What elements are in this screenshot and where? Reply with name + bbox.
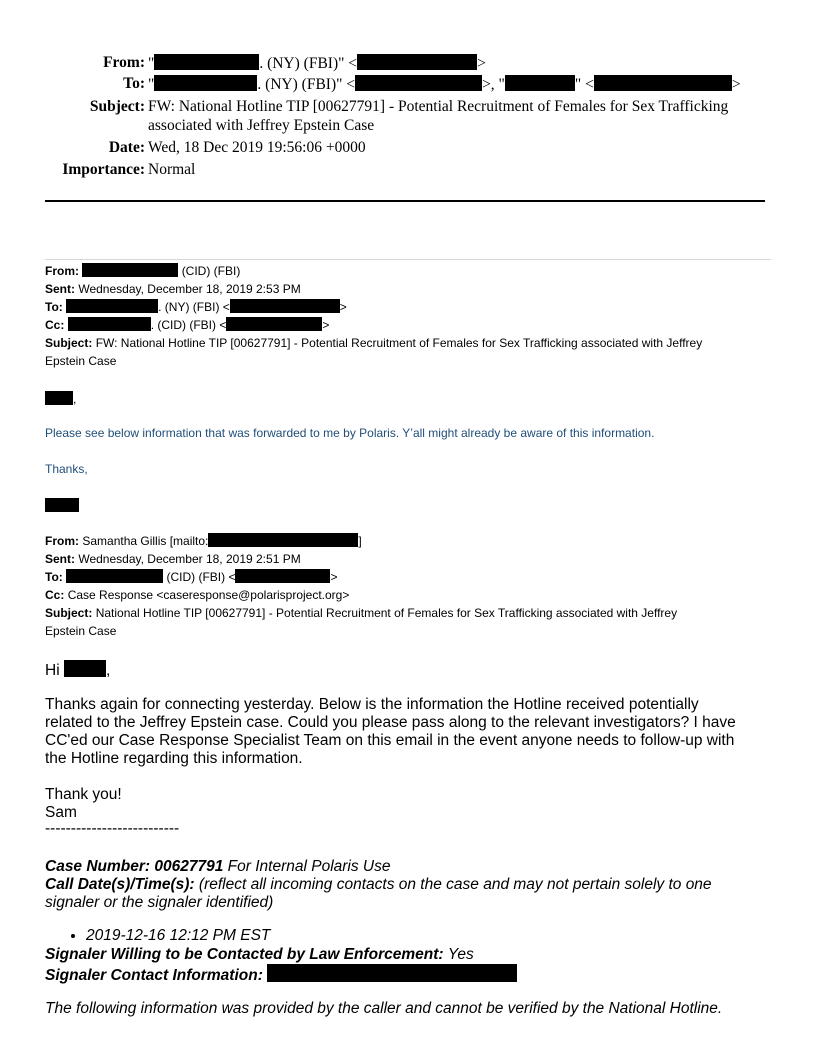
call-entries-list	[70, 927, 270, 945]
redaction	[267, 964, 517, 982]
header-date-value: Wed, 18 Dec 2019 19:56:06 +0000	[148, 139, 366, 156]
header-date-row	[0, 139, 816, 159]
fwd1-subject-line2: Epstein Case	[45, 354, 117, 368]
case-willing-value: Yes	[447, 946, 474, 963]
fwd1-subject-row	[45, 334, 702, 352]
redaction	[45, 391, 73, 405]
fwd1-from-row	[45, 262, 240, 280]
fwd2-sent-value: Wednesday, December 18, 2019 2:51 PM	[78, 552, 301, 566]
fwd1-subject-line1: FW: National Hotline TIP [00627791] - Potential Recruitment of Females for Sex Trafficking associated with Jeffrey	[95, 336, 703, 350]
case-number-label: Case Number: 00627791	[45, 858, 224, 875]
header-subject-row	[0, 98, 816, 138]
fwd1-sent-value: Wednesday, December 18, 2019 2:53 PM	[78, 282, 301, 296]
letter-para-line3: CC'ed our Case Response Specialist Team on this email in the event anyone needs to follow-up with	[45, 732, 735, 749]
fwd2-subject-line2: Epstein Case	[45, 624, 117, 638]
header-to-value: " . (NY) (FBI)" < >, " " < >	[148, 76, 741, 93]
fwd1-body: Please see below information that was forwarded to me by Polaris. Y’all might already be aware of this information.	[45, 426, 655, 440]
redaction	[154, 54, 259, 70]
redaction	[45, 498, 79, 512]
fwd1-subject-label: Subject:	[45, 336, 93, 350]
header-subject-line1: FW: National Hotline TIP [00627791] - Potential Recruitment of Females for Sex Trafficking	[148, 98, 729, 115]
fwd1-signature	[45, 497, 79, 515]
case-call-label: Call Date(s)/Time(s):	[45, 876, 195, 893]
letter-para-line1: Thanks again for connecting yesterday. Below is the information the Hotline received potentially	[45, 696, 699, 713]
header-to-row	[0, 75, 816, 95]
header-importance-label: Importance:	[62, 161, 145, 178]
header-divider	[45, 200, 765, 202]
redaction	[66, 299, 158, 313]
fwd1-sent-row	[45, 280, 301, 298]
forward-divider	[45, 259, 771, 260]
fwd1-from-label: From:	[45, 264, 79, 278]
redaction	[64, 660, 106, 677]
fwd2-subject-label: Subject:	[45, 606, 93, 620]
letter-divider: --------------------------	[45, 820, 180, 837]
header-from-label: From:	[103, 54, 145, 71]
case-call-note-line2: signaler or the signaler identified)	[45, 894, 274, 911]
header-importance-value: Normal	[148, 161, 196, 178]
fwd1-greeting: ,	[45, 390, 76, 408]
case-willing-row	[45, 946, 474, 964]
redaction	[82, 263, 178, 277]
fwd2-subject-line1: National Hotline TIP [00627791] - Potential Recruitment of Females for Sex Trafficking associated with Jeffrey	[95, 606, 678, 620]
fwd2-sent-label: Sent:	[45, 552, 75, 566]
case-number-note: For Internal Polaris Use	[227, 858, 391, 875]
fwd2-subject-row	[45, 604, 677, 622]
redaction	[357, 54, 477, 70]
redaction	[208, 533, 358, 547]
redaction	[230, 299, 340, 313]
letter-signature: Sam	[45, 804, 77, 821]
letter-closing: Thank you!	[45, 786, 122, 803]
header-subject-line2: associated with Jeffrey Epstein Case	[148, 117, 375, 134]
fwd2-cc-label: Cc:	[45, 588, 65, 602]
fwd2-sent-row	[45, 550, 301, 568]
redaction	[68, 317, 151, 331]
redaction	[355, 75, 482, 91]
fwd2-from-row: From: Samantha Gillis [mailto: ]	[45, 534, 362, 548]
fwd1-to-label: To:	[45, 300, 63, 314]
fwd1-thanks: Thanks,	[45, 462, 88, 476]
fwd1-to-row: To: . (NY) (FBI) < >	[45, 300, 347, 314]
case-contact-row	[45, 964, 517, 985]
redaction	[226, 317, 322, 331]
header-importance-row	[0, 161, 816, 181]
case-disclaimer: The following information was provided by the caller and cannot be verified by the National Hotline.	[45, 1000, 723, 1017]
fwd2-cc-value: Case Response <caseresponse@polarisproject.org>	[67, 588, 350, 602]
redaction	[66, 569, 163, 583]
case-contact-label: Signaler Contact Information:	[45, 967, 263, 984]
fwd2-to-label: To:	[45, 570, 63, 584]
redaction	[154, 75, 257, 91]
letter-para-line2: related to the Jeffrey Epstein case. Could you please pass along to the relevant investigators? I have	[45, 714, 736, 731]
fwd1-cc-row: Cc: . (CID) (FBI) < >	[45, 318, 330, 332]
redaction	[235, 569, 330, 583]
header-from-row	[0, 54, 816, 74]
header-date-label: Date:	[108, 139, 145, 156]
redaction	[505, 75, 575, 91]
letter-para-line4: the Hotline regarding this information.	[45, 750, 303, 767]
list-item: • 2019-12-16 12:12 PM EST	[86, 927, 270, 945]
case-call-row	[45, 876, 712, 894]
fwd2-cc-row	[45, 586, 349, 604]
case-willing-label: Signaler Willing to be Contacted by Law Enforcement:	[45, 946, 444, 963]
fwd1-from-value: (CID) (FBI)	[181, 264, 241, 278]
redaction	[594, 75, 732, 91]
header-from-value: " . (NY) (FBI)" < >	[148, 55, 486, 72]
header-subject-label: Subject:	[89, 98, 145, 115]
fwd2-to-row: To: (CID) (FBI) < >	[45, 570, 338, 584]
letter-greeting: Hi ,	[45, 662, 111, 679]
header-to-label: To:	[123, 75, 145, 92]
fwd1-sent-label: Sent:	[45, 282, 75, 296]
case-call-note-line1: (reflect all incoming contacts on the case and may not pertain solely to one	[198, 876, 712, 893]
fwd2-from-label: From:	[45, 534, 79, 548]
fwd1-cc-label: Cc:	[45, 318, 65, 332]
case-number-row	[45, 858, 390, 876]
